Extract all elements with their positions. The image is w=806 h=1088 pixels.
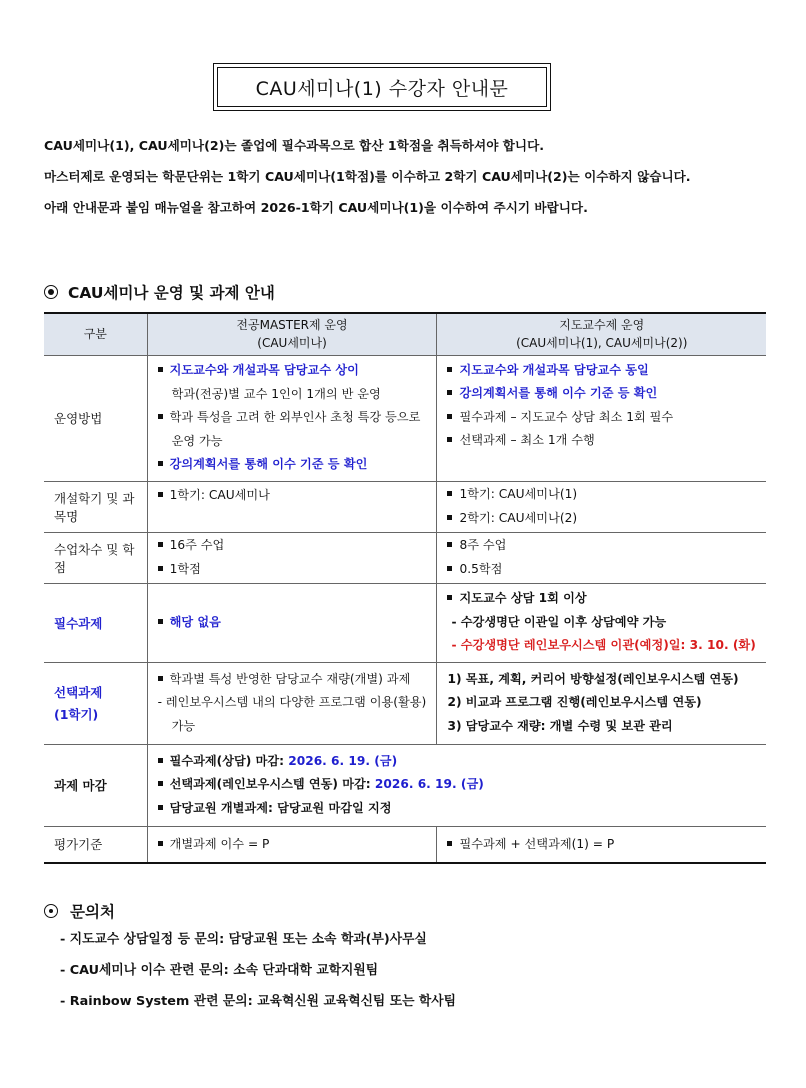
- table-line-text: 0.5학점: [459, 561, 503, 576]
- table-line-text: 해당 없음: [169, 614, 221, 629]
- table-line-text: 1학점: [169, 561, 201, 576]
- table-line-text: 선택과제 – 최소 1개 수행: [459, 433, 595, 447]
- table-line: - 수강생명단 이관일 이후 상담예약 가능: [451, 614, 667, 629]
- table-row: [44, 532, 766, 583]
- table-line-text: 필수과제 + 선택과제(1) = P: [459, 836, 615, 851]
- deadline-cell: [147, 744, 766, 826]
- table-line-text: 1학기: CAU세미나: [169, 487, 270, 502]
- filled-circle-bullet-icon: [44, 285, 58, 299]
- square-bullet-icon: [158, 566, 163, 571]
- table-line: 2) 비교과 프로그램 진행(레인보우시스템 연동): [447, 695, 702, 710]
- row-label-semester: 개설학기 및 과목명: [44, 481, 147, 532]
- table-line: 학과(전공)별 교수 1인이 1개의 반 운영: [171, 386, 381, 401]
- square-bullet-icon: [158, 492, 163, 497]
- table-line: 3) 담당교수 재량: 개별 수령 및 보관 관리: [447, 718, 673, 733]
- square-bullet-icon: [158, 461, 163, 466]
- table-line: [158, 453, 427, 477]
- row-label-elective-title: 선택과제: [54, 685, 103, 700]
- header-advisor-sub: (CAU세미나(1), CAU세미나(2)): [516, 336, 688, 351]
- eval-master-cell: [147, 826, 437, 863]
- header-category: 구분: [44, 313, 147, 355]
- table-row: [44, 481, 766, 532]
- table-line-text: 8주 수업: [459, 538, 507, 552]
- square-bullet-icon: [158, 367, 163, 372]
- method-advisor-cell: [437, 355, 766, 481]
- table-line-text: 강의계획서를 통해 이수 기준 등 확인: [169, 457, 368, 472]
- deadline-date: 2026. 6. 19. (금): [374, 777, 484, 792]
- list-item: - 지도교수 상담일정 등 문의: 담당교원 또는 소속 학과(부)사무실: [60, 932, 427, 947]
- table-line-text: 학과별 특성 반영한 담당교수 재량(개별) 과제: [169, 671, 411, 686]
- row-label-credits: 수업차수 및 학점: [44, 532, 147, 583]
- table-line: [447, 507, 756, 531]
- square-bullet-icon: [447, 390, 452, 395]
- square-bullet-icon: [447, 841, 452, 846]
- table-line: - 수강생명단 레인보우시스템 이관(예정)일: 3. 10. (화): [451, 638, 756, 653]
- eval-advisor-cell: [437, 826, 766, 863]
- contact-title: 문의처: [70, 903, 115, 921]
- intro-line: CAU세미나(1), CAU세미나(2)는 졸업에 필수과목으로 합산 1학점을 취득하셔야 합니다.: [44, 138, 545, 153]
- table-line: [447, 534, 756, 558]
- row-label-eval: 평가기준: [44, 826, 147, 863]
- square-bullet-icon: [447, 566, 452, 571]
- table-line: - 레인보우시스템 내의 다양한 프로그램 이용(활용): [157, 695, 427, 710]
- header-advisor: [437, 313, 766, 355]
- credits-master-cell: [147, 532, 437, 583]
- table-line: [158, 797, 756, 821]
- section-heading: [44, 281, 275, 303]
- table-line: [158, 668, 427, 692]
- table-row: [44, 355, 766, 481]
- intro-paragraph: [44, 130, 764, 223]
- square-bullet-icon: [158, 676, 163, 681]
- header-master-title: 전공MASTER제 운영: [236, 318, 348, 333]
- elective-advisor-cell: [437, 662, 766, 744]
- table-line-text: 강의계획서를 통해 이수 기준 등 확인: [459, 386, 658, 400]
- table-line-text: 1학기: CAU세미나(1): [459, 487, 578, 501]
- square-bullet-icon: [447, 437, 452, 442]
- square-bullet-icon: [158, 758, 163, 763]
- contact-heading: [44, 900, 115, 922]
- table-line: [158, 534, 427, 558]
- table-row: [44, 662, 766, 744]
- deadline-date: 2026. 6. 19. (금): [288, 753, 398, 768]
- table-line: [158, 484, 427, 508]
- required-advisor-cell: [437, 583, 766, 662]
- row-label-required: 필수과제: [44, 583, 147, 662]
- table-line-text: 개별과제 이수 = P: [169, 836, 270, 851]
- table-line: [447, 406, 756, 430]
- table-line: [158, 833, 427, 857]
- square-bullet-icon: [158, 805, 163, 810]
- contact-list: [60, 924, 456, 1017]
- row-label-method: 운영방법: [44, 355, 147, 481]
- intro-line: 마스터제로 운영되는 학문단위는 1학기 CAU세미나(1학점)를 이수하고 2학기 CAU세미나(2)는 이수하지 않습니다.: [44, 169, 691, 184]
- credits-advisor-cell: [437, 532, 766, 583]
- table-row: [44, 826, 766, 863]
- table-line: [158, 611, 427, 635]
- square-bullet-icon: [158, 542, 163, 547]
- table-line: [447, 587, 756, 611]
- table-line: [158, 773, 756, 797]
- square-bullet-icon: [447, 515, 452, 520]
- table-line: [447, 429, 756, 453]
- square-bullet-icon: [447, 367, 452, 372]
- semester-advisor-cell: [437, 481, 766, 532]
- square-bullet-icon: [447, 491, 452, 496]
- table-line: 운영 가능: [171, 433, 223, 448]
- header-advisor-title: 지도교수제 운영: [559, 318, 645, 333]
- table-line-text: 16주 수업: [169, 538, 225, 552]
- header-master-sub: (CAU세미나): [257, 336, 327, 351]
- table-line-text: 필수과제(상담) 마감:: [169, 753, 289, 768]
- table-line: [158, 750, 756, 774]
- row-label-elective-sub: (1학기): [54, 707, 99, 722]
- table-line: [447, 382, 756, 406]
- section-title: CAU세미나 운영 및 과제 안내: [68, 284, 275, 302]
- table-line: [447, 483, 756, 507]
- title-box: [213, 63, 551, 111]
- method-master-cell: [147, 355, 437, 481]
- required-master-cell: [147, 583, 437, 662]
- square-bullet-icon: [158, 841, 163, 846]
- table-line: 가능: [171, 718, 196, 733]
- header-master: [147, 313, 437, 355]
- table-line: [158, 558, 427, 582]
- table-line: [158, 359, 427, 383]
- table-line: 1) 목표, 계획, 커리어 방향설정(레인보우시스템 연동): [447, 671, 739, 686]
- table-line-text: 담당교원 개별과제: 담당교원 마감일 지정: [169, 800, 392, 815]
- circle-dot-bullet-icon: [44, 904, 58, 918]
- row-label-elective: [44, 662, 147, 744]
- intro-line: 아래 안내문과 붙임 매뉴얼을 참고하여 2026-1학기 CAU세미나(1)을 이수하여 주시기 바랍니다.: [44, 200, 588, 215]
- table-line-text: 지도교수 상담 1회 이상: [459, 591, 587, 606]
- table-line-text: 필수과제 – 지도교수 상담 최소 1회 필수: [459, 409, 674, 424]
- table-line-text: 2학기: CAU세미나(2): [459, 510, 578, 525]
- square-bullet-icon: [447, 542, 452, 547]
- table-line-text: 학과 특성을 고려 한 외부인사 초청 특강 등으로: [169, 410, 421, 425]
- guide-table: [44, 312, 766, 864]
- table-header-row: [44, 313, 766, 355]
- table-line-text: 선택과제(레인보우시스템 연동) 마감:: [169, 777, 375, 792]
- table-line: [447, 558, 756, 582]
- table-row: [44, 583, 766, 662]
- square-bullet-icon: [447, 595, 452, 600]
- row-label-deadline: 과제 마감: [44, 744, 147, 826]
- table-row: [44, 744, 766, 826]
- list-item: - CAU세미나 이수 관련 문의: 소속 단과대학 교학지원팀: [60, 963, 379, 978]
- list-item: - Rainbow System 관련 문의: 교육혁신원 교육혁신팀 또는 학사팀: [60, 994, 457, 1009]
- table-line-text: 지도교수와 개설과목 담당교수 상이: [169, 363, 359, 378]
- square-bullet-icon: [158, 414, 163, 419]
- square-bullet-icon: [158, 781, 163, 786]
- table-line: [447, 359, 756, 383]
- semester-master-cell: [147, 481, 437, 532]
- square-bullet-icon: [158, 619, 163, 624]
- table-line: [158, 406, 427, 430]
- table-line: [447, 833, 756, 857]
- elective-master-cell: [147, 662, 437, 744]
- table-line-text: 지도교수와 개설과목 담당교수 동일: [459, 362, 649, 377]
- page-title: CAU세미나(1) 수강자 안내문: [217, 67, 547, 107]
- square-bullet-icon: [447, 414, 452, 419]
